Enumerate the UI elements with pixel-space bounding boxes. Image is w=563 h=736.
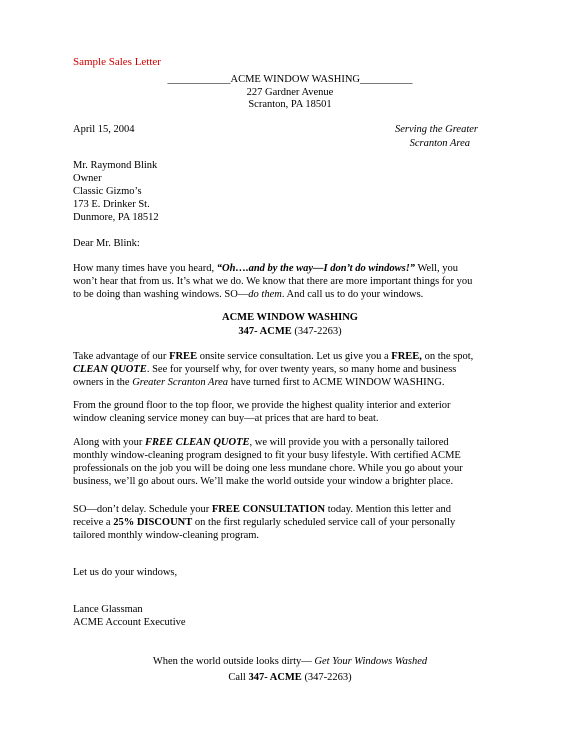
banner-company-name: ACME WINDOW WASHING (222, 312, 358, 323)
p4-free-clean-quote: FREE CLEAN QUOTE (145, 437, 250, 448)
footer-phone-word: 347- ACME (248, 672, 302, 683)
paragraph-5 (73, 503, 497, 542)
p1-line3c: . And call us to do your windows. (281, 289, 424, 300)
company-heading (140, 73, 440, 86)
recipient-company: Classic Gizmo’s (73, 186, 142, 197)
p2-l3c: have turned first to ACME WINDOW WASHING. (228, 377, 445, 388)
p2-l1c: onsite service consultation. Let us give you a (197, 351, 392, 362)
footer-l1a: When the world outside looks dirty— (152, 656, 315, 667)
serving-line2: Scranton Area (409, 138, 470, 149)
footer-get-washed: Get Your Windows Washed (314, 656, 428, 667)
p5-l1a: SO—don’t delay. Schedule your (73, 504, 212, 515)
paragraph-4 (73, 436, 497, 488)
recipient-city: Dunmore, PA 18512 (73, 212, 159, 223)
p4-l2: monthly window-cleaning program designed to fit your busy lifestyle. With certified ACME (73, 450, 461, 461)
p2-l1a: Take advantage of our (73, 351, 170, 362)
p4-l1c: , we will provide you with a personally tailored (249, 437, 449, 448)
p4-l3: professionals on the job you will be doing one less mundane chore. While you go about your (73, 463, 463, 474)
banner-phone-number: (347-2263) (291, 326, 342, 337)
p5-l1c: today. Mention this letter and (325, 504, 451, 515)
p5-discount: 25% DISCOUNT (113, 517, 193, 528)
p2-l1e: on the spot, (421, 351, 474, 362)
p1-line3a: to be doing than washing windows. SO— (73, 289, 249, 300)
p2-l2b: . See for yourself why, for over twenty years, so many home and business (146, 364, 457, 375)
footer-call (90, 671, 490, 684)
p2-clean-quote: CLEAN QUOTE (73, 364, 147, 375)
recipient-title: Owner (73, 173, 102, 184)
p1-text-a: How many times have you heard, (73, 263, 217, 274)
footer-call-word: Call (228, 672, 249, 683)
footer-phone-number: (347-2263) (301, 672, 352, 683)
p1-line2: won’t hear that from us. It’s what we do. We know that there are more important things for you (73, 276, 473, 287)
p4-l1a: Along with your (73, 437, 146, 448)
p5-l2a: receive a (73, 517, 114, 528)
p5-free-consultation: FREE CONSULTATION (211, 504, 326, 515)
paragraph-3 (73, 399, 497, 425)
recipient-street: 173 E. Drinker St. (73, 199, 150, 210)
p5-l2c: on the first regularly scheduled service call of your personally (192, 517, 456, 528)
salutation: Dear Mr. Blink: (73, 238, 140, 249)
closing: Let us do your windows, (73, 567, 178, 578)
letter-date: April 15, 2004 (73, 124, 135, 135)
p2-free1: FREE (169, 351, 198, 362)
banner-phone-word: 347- ACME (238, 326, 292, 337)
paragraph-2 (73, 350, 497, 389)
p4-l4: business, we’ll go about ours. We’ll make the world outside your window a brighter place. (73, 476, 454, 487)
p3-l2: window cleaning service money can buy—at prices that are hard to beat. (73, 413, 379, 424)
serving-line1: Serving the Greater (394, 124, 478, 135)
p5-l3: tailored monthly window-cleaning program. (73, 530, 260, 541)
p1-quote: “Oh….and by the way—I don’t do windows!” (216, 263, 416, 274)
company-name: ACME WINDOW WASHING (230, 74, 360, 85)
p2-free2: FREE, (391, 351, 422, 362)
signature-title: ACME Account Executive (73, 617, 186, 628)
recipient-name: Mr. Raymond Blink (73, 160, 158, 171)
company-address-line2: Scranton, PA 18501 (248, 99, 332, 110)
heading-rule-right: __________ (360, 74, 413, 85)
p3-l1: From the ground floor to the top floor, we provide the highest quality interior and exterior (73, 400, 451, 411)
paragraph-1 (73, 262, 497, 301)
p1-text-c: Well, you (415, 263, 459, 274)
recipient-block (73, 159, 159, 224)
signature-name: Lance Glassman (73, 604, 143, 615)
heading-rule-left: ____________ (167, 74, 231, 85)
p1-do-them: do them (248, 289, 282, 300)
banner-phone (140, 325, 440, 338)
sample-label: Sample Sales Letter (73, 56, 161, 68)
company-address-line1: 227 Gardner Avenue (246, 87, 334, 98)
p2-l3a: owners in the (73, 377, 133, 388)
p2-greater-scranton: Greater Scranton Area (132, 377, 229, 388)
footer-tagline (90, 655, 490, 668)
